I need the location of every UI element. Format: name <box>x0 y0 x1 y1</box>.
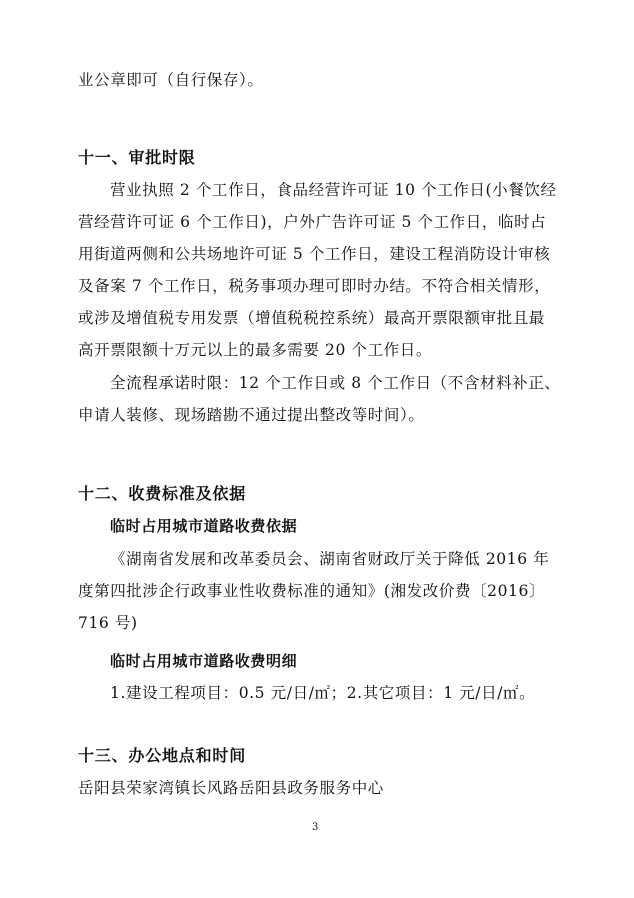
section-12-basis-line2: 度第四批涉企行政事业性收费标准的通知》(湘发改价费〔2016〕 <box>78 582 546 600</box>
section-11-heading: 十一、审批时限 <box>78 148 196 167</box>
section-11-p1-line4: 及备案 7 个工作日，税务事项办理可即时办结。不符合相关情形， <box>78 277 551 295</box>
section-12-detail-text: 1.建设工程项目：0.5 元/日/㎡；2.其它项目：1 元/日/㎡。 <box>110 684 536 702</box>
intro-tail-text: 业公章即可（自行保存）。 <box>78 71 264 89</box>
section-12-heading: 十二、收费标准及依据 <box>78 484 247 503</box>
section-13-address: 岳阳县荣家湾镇长风路岳阳县政务服务中心 <box>78 779 384 797</box>
section-11-p1-line1: 营业执照 2 个工作日，食品经营许可证 10 个工作日(小餐饮经 <box>110 181 557 199</box>
section-12-basis-line3: 716 号) <box>78 614 138 632</box>
section-11-p1-line3: 用街道两侧和公共场地许可证 5 个工作日，建设工程消防设计审核 <box>78 245 551 263</box>
section-12-detail-title: 临时占用城市道路收费明细 <box>110 652 298 670</box>
section-12-basis-line1: 《湖南省发展和改革委员会、湖南省财政厅关于降低 2016 年 <box>110 550 550 568</box>
page-number: 3 <box>312 822 319 833</box>
section-11-p1-line6: 高开票限额十万元以上的最多需要 20 个工作日。 <box>78 341 432 359</box>
section-11-p1-line2: 营经营许可证 6 个工作日)，户外广告许可证 5 个工作日，临时占 <box>78 213 547 231</box>
section-11-p2-line1: 全流程承诺时限：12 个工作日或 8 个工作日（不含材料补正、 <box>110 374 561 392</box>
section-13-heading: 十三、办公地点和时间 <box>78 746 247 765</box>
section-11-p1-line5: 或涉及增值税专用发票（增值税税控系统）最高开票限额审批且最 <box>78 309 545 327</box>
section-11-p2-line2: 申请人装修、现场踏勘不通过提出整改等时间）。 <box>78 406 425 424</box>
section-12-basis-title: 临时占用城市道路收费依据 <box>110 517 298 535</box>
